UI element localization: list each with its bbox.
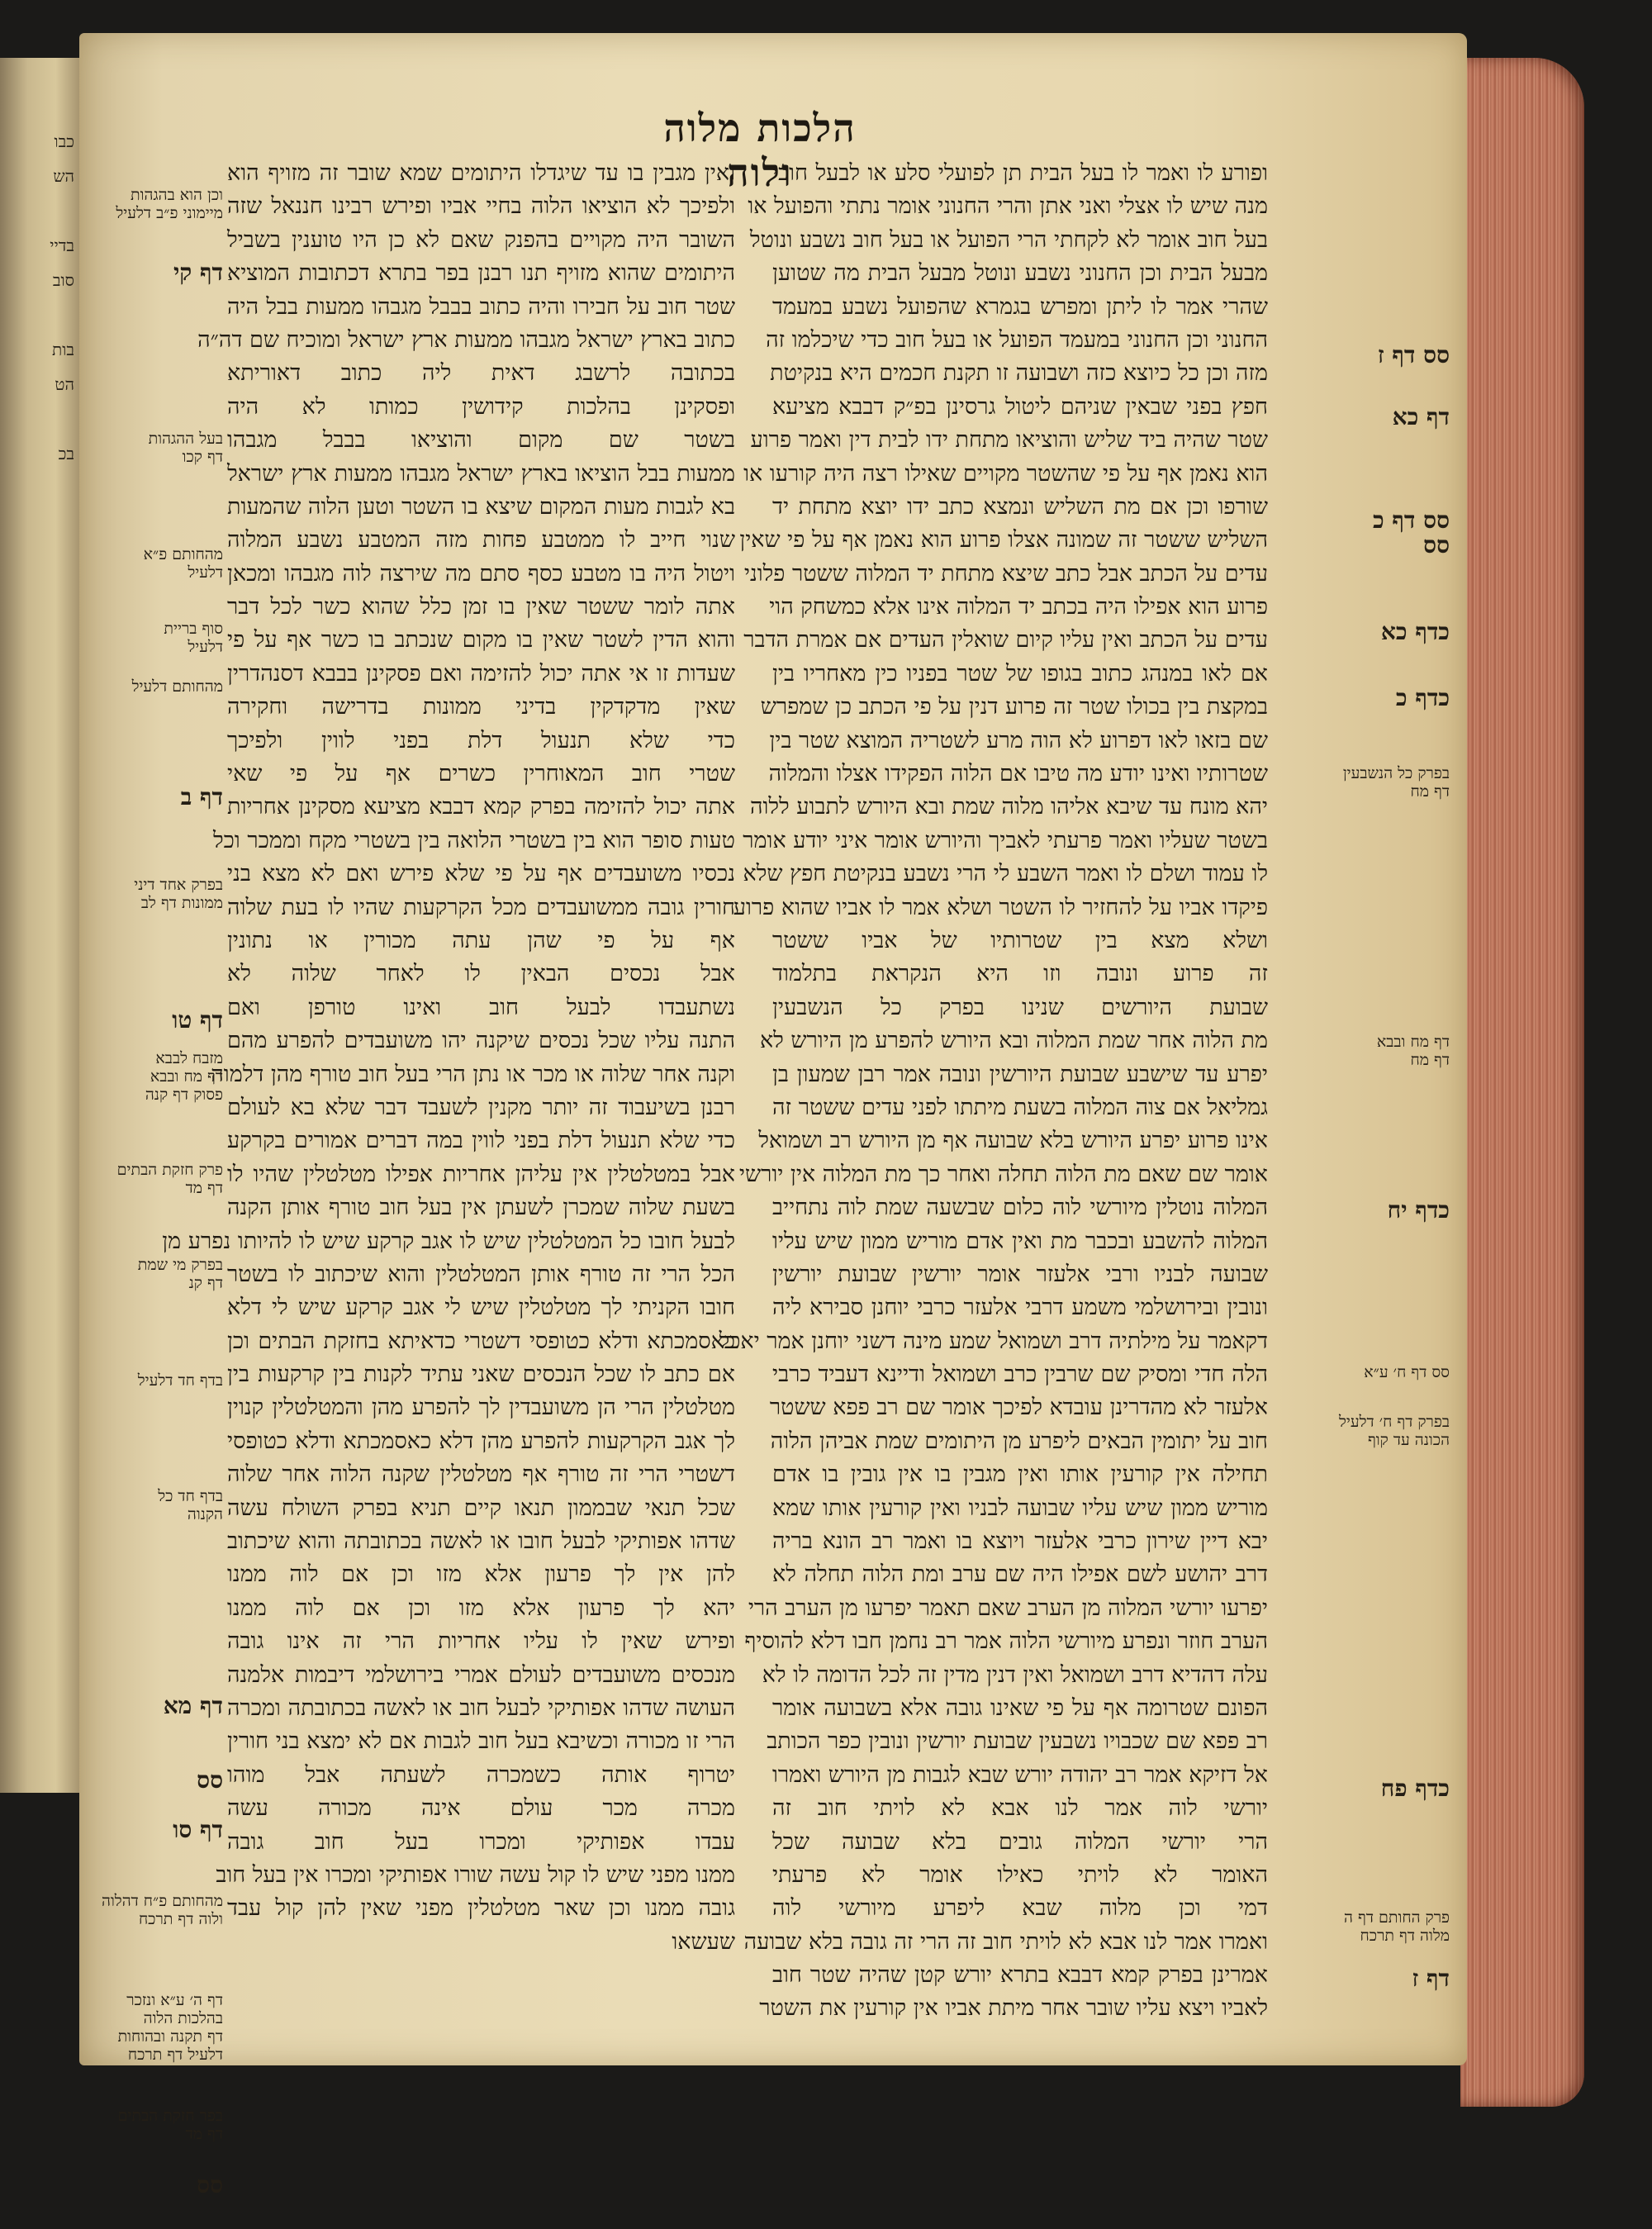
margin-note: בפרק מי שמת דף קנ (137, 1256, 223, 1292)
text-line: לו עמוד ושלם לו ואמר השבע לי הרי נשבע בנקיטת חפץ שלא (743, 861, 1268, 887)
margin-note: דף ב (180, 783, 223, 810)
text-line: בשטר שעליו ואמר פרעתי לאביך והיורש אומר איני יודע אומר (743, 827, 1268, 853)
margin-note: דף סו (173, 1816, 223, 1843)
text-line: מזה וכן כל כיוצא כזה ושבועה זו תקנת חכמים היא בנקיטת (770, 360, 1268, 387)
text-line: בשטר שם מקום והוציאו בבבל מגבהו (227, 427, 735, 454)
text-line: במקצת בין בכולו שטר זה פרוע דנין על פי הכתב כן שמפרש (760, 694, 1268, 720)
text-line: לאביו ויצא עליו שובר אחר מיתת אביו אין קורעין את השטר (759, 1995, 1268, 2022)
text-line: ונובין ובירושלמי משמע דרבי אלעזר כרבי יוחנן סבירא ליה (772, 1295, 1268, 1321)
margin-note: דף כא (1392, 403, 1450, 430)
margin-note: דף טו (172, 1006, 223, 1034)
text-line: רבנן בשיעבוד זה יותר מקנין לשעבד דבר שלא בא לעולם (227, 1094, 735, 1120)
margin-note: סס דף ח׳ ע״א (1364, 1363, 1450, 1381)
text-line: הפונם שטרומה אף על פי שאינו גובה אלא בשבועה אומר (772, 1694, 1268, 1721)
text-line: יורשי לוה אמר לנו אבא לא לויתי חוב זה (772, 1795, 1268, 1822)
text-line: שדהו אפותיקי לבעל חובו או לאשה בכתובתה והוא שיכתוב (227, 1528, 735, 1555)
text-line: כתוב בארץ ישראל מגבהו ממעות ארץ ישראל ומוכיח שם דה״ה (197, 326, 735, 353)
text-line: אבל במטלטלין אין עליהן אחריות אפילו מטלטלין שהיו לו (227, 1161, 735, 1187)
margin-note: בעל ההגהות דף קכו (148, 430, 223, 466)
text-column-right (719, 157, 1268, 2022)
text-line: שהרי אמר לו ליתן ומפרש בגמרא שהפועל נשבע במעמד (772, 293, 1268, 320)
margin-note: דף קי (173, 259, 223, 286)
text-line: שבועה לבניו ורבי אלעזר אומר יורשין שבועת יורשין (772, 1261, 1268, 1287)
text-line: דקאמר על מילתיה דרב ושמואל שמע מינה דשני יוחנן אמר יאכל (719, 1328, 1268, 1354)
text-line: ואין מגבין בו עד שיגדלו היתומים שמא שובר זה מזויף הוא (227, 160, 735, 186)
text-line: יבא דיין שירון כרבי אלעזר ויוצא בו ואמר רב הונא בריה (772, 1528, 1268, 1555)
text-line: ושלא מצא בין שטרותיו של אביו ששטר (772, 927, 1268, 953)
text-line: שטרי חוב המאוחרין כשרים אף על פי שאי (227, 761, 735, 787)
text-line: יטרוף אותה כשמכרה לשעתה אבל מוהו (227, 1761, 735, 1788)
margin-note: סס דף כ סס (1372, 506, 1450, 558)
text-line: שעשאו (672, 1928, 735, 1955)
margin-note: דף ה׳ ע״א ונזכר בהלכות הלוה דף תקנה ובהוחות דלעיל דף תרכח (117, 1991, 223, 2064)
text-line: חורין גובה ממשועבדים מכל הקרקעות שהיו לו בעת שלוה (227, 894, 735, 920)
text-line: דשטרי הרי זה טורף אף מטלטלין שקנה הלוה אחר שלוה (227, 1461, 735, 1488)
text-line: אמרינן בפרק קמא דבבא בתרא יורש קטן שהיה שטר חוב (772, 1962, 1268, 1989)
page-block-edge (1460, 58, 1584, 2107)
margin-note: סס (197, 2171, 223, 2198)
margin-note: מהחותם פ״א דלעיל (143, 545, 223, 582)
text-line: שטר שהיה ביד שליש והוציאו מתחת ידו לבית דין ואמר פרוע (750, 427, 1268, 454)
margin-note: וכן הוא בהגהות מיימוני פ״ב דלעיל (116, 186, 223, 222)
text-line: בעל חוב אומר לא לקחתי הרי הפועל או בעל חוב נשבע ונוטל (749, 226, 1268, 253)
text-line: השובר היה מקויים בהפנק שאם לא כן היו טוענין בשביל (227, 226, 735, 253)
text-line: שעדות זו אי אתה יכול להזימה ואם פסקינן בבבא דסנהדרין (227, 660, 735, 687)
text-line: שורפו וכן אם מת השליש ונמצא כתב ידו יוצא מתחת יד (772, 493, 1268, 520)
margin-notes-left (83, 157, 223, 2198)
text-line: שאין מדקדקין בדיני ממונות בדרישה וחקירה (227, 694, 735, 720)
text-line: שכל תנאי שבממון תנאו קיים תניא בפרק השולח עשה (227, 1495, 735, 1521)
text-line: מוריש ממון שיש עליו שבועה לבניו ואין קורעין אותו שמא (772, 1495, 1268, 1521)
text-line: ואמרו אמר לנו אבא לא לויתי חוב זה הרי זה גובה בלא שבועה (743, 1928, 1268, 1955)
margin-note: סס דף ז (1377, 341, 1450, 368)
text-line: אתה לומר ששטר שאין בו זמן כלל שהוא כשר לכל דבר (227, 594, 735, 620)
text-line: עבדו אפותיקי ומכרו בעל חוב גובה (227, 1828, 735, 1855)
text-line: הלה חדי ומסיק שם שרבין כרב ושמואל ודיינא דעביד כרבי (772, 1362, 1268, 1388)
text-line: ופורע לו ואמר לו בעל הבית תן לפועלי סלע או לבעל חובי (772, 160, 1268, 186)
margin-note: מהחותם פ״ח דהלוה ולוה דף תרכח (102, 1892, 223, 1928)
previous-page-edge (0, 58, 81, 1793)
text-line: יפרע עד שישבע שבועת היורשין ונובה אמר רבן שמעון בן (772, 1061, 1268, 1087)
margin-note: פרק החותם דף ה מלוה דף תרכח (1344, 1908, 1450, 1945)
text-line: שבועת היורשים שנינו בפרק כל הנשבעין (772, 994, 1268, 1020)
text-line: עדים על הכתב אבל כתב שיצא מתחת יד המלוה ששטר פלוני (743, 560, 1268, 587)
text-line: בכתובה לרשבג דאית ליה כתוב דאוריתא (227, 360, 735, 387)
text-line: להן אין לך פרעון אלא מזו וכן אם לוה ממנו (227, 1561, 735, 1588)
margin-note: בדף חד כל הקנוה (158, 1487, 223, 1523)
margin-note: בדף חד דלעיל (137, 1371, 223, 1390)
text-line: חוב על יתומין הבאים ליפרע מן היתומים שמת אביהן הלוה (770, 1428, 1268, 1454)
text-line: הערב חוזר ונפרע מיורשי הלוה אמר רב נחמן חבו דלא להוסיף (744, 1628, 1268, 1655)
text-line: מנה שיש לו אצלי ואני אתן והרי החנוני אומר נתתי והפועל או (748, 193, 1268, 220)
text-line: שם בזאו לאו דפרוע לא הוה מרע לשטריה המוצא שטר בין (769, 727, 1268, 753)
text-line: אינו פרוע יפרע היורש בלא שבועה אף מן היורש רב ושמואל (758, 1128, 1268, 1154)
running-head: הלכות מלוה ולוה (663, 106, 857, 195)
text-line: שטרותיו ואינו יודע מה טיבו אם הלוה הפקידו אצלו והמלוה (768, 761, 1268, 787)
text-line: המלוה נוטלין מיורשי לוה כלום שבשעה שמת לוה נתחייב (772, 1195, 1268, 1221)
margin-note: כדף כ (1395, 684, 1450, 711)
text-line: חפץ בפני שבאין שניהם ליטול גרסינן בפ״ק דבבא מציעא (772, 393, 1268, 420)
text-line: ממנו מפני שיש לו קול עשה שורו אפותיקי ומכרו אין בעל חוב (216, 1861, 735, 1888)
margin-note: דף מא (163, 1692, 223, 1719)
text-line: אבל נכסים הבאין לו לאחר שלוה לא (227, 961, 735, 987)
text-line: גמליאל אם צוה המלוה בשעת מיתתו לפני עדים ששטר זה (772, 1094, 1268, 1120)
margin-note: בפרק אחד דיני ממונות דף לב (134, 876, 223, 912)
text-line: פרוע הוא אפילו היה בכתב יד המלוה אינו אלא כמשחק הוי (769, 594, 1268, 620)
text-line: ויטול היה בו מטבע כסף סתם מה שירצה לוה מגבהו ומכאן (227, 560, 735, 587)
text-line: האומר לא לויתי כאילו אומר לא פרעתי (772, 1861, 1268, 1888)
margin-note: סוף בריית דלעיל (164, 620, 223, 656)
text-line: היתומים שהוא מזויף תנו רבנן בפר בתרא דכתובות המוציא (227, 260, 735, 287)
text-line: אלעזר לא מהדרינן עובדא לפיכך אומר שם רב פפא ששטר (769, 1395, 1268, 1421)
text-line: עדים על הכתב ואין עליו קיום שואלין העדים אם אמרת הדבר (743, 627, 1268, 653)
text-line: טעות סופר הוא בין בשטרי הלואה בין בשטרי מקח וממכר וכל (213, 827, 735, 853)
text-line: דרב יהושע לשם אפילו היה שם ערב ומת הלוה תחלה לא (772, 1561, 1268, 1588)
margin-note: כדף כא (1380, 618, 1450, 645)
text-line: שנוי חייב לו ממטבע פחות מזה המטבע נשבע המלוה (227, 527, 735, 554)
text-line: אם כתב לו שכל הנכסים שאני עתיד לקנות בין קרקעות בין (227, 1362, 735, 1388)
text-line: השליש ששטר זה שמונה אצלו פרוע הוא נאמן אף על פי שאין (739, 527, 1268, 554)
text-line: ממעות בבל הוציאו בארץ ישראל מגבהו ממעות ארץ ישראל (227, 460, 735, 487)
text-line: ופירש שאין לו עליו אחריות הרי זה אינו גובה (227, 1628, 735, 1655)
text-line: החנוני וכן החנוני במעמד הפועל או בעל חוב כדי שיכלמו זה (766, 326, 1268, 353)
text-line: נכסיו משועבדים אף על פי שלא פירש ואם לא מצא בני (227, 861, 735, 887)
text-line: מנכסים משועבדים לעולם אמרי בירושלמי דיבמות אלמנה (227, 1661, 735, 1688)
margin-note: סס (197, 1766, 223, 1794)
margin-note: דף מח ובבא דף מח (1376, 1033, 1450, 1069)
text-line: לבעל חובו כל המטלטלין שיש לו אגב קרקע שיש לו להיותו נפרע מן (162, 1228, 735, 1254)
text-line: חובו הקניתי לך מטלטלין שיש לי אגב קרקע שיש לי דלא (227, 1295, 735, 1321)
text-line: אף על פי שהן עתה מכורין או נתונין (227, 927, 735, 953)
text-line: ופסקינן בהלכות קידושין כמותו לא היה (227, 393, 735, 420)
text-line: הכל הרי זה טורף אותן המטלטלין והוא שיכתוב לו בשטר (227, 1261, 735, 1287)
text-line: העושה שדהו אפותיקי לבעל חוב או לאשה בכתובתה ומכרה (227, 1694, 735, 1721)
text-line: הרי זו מכורה וכשיבא בעל חוב לגבות אם לא ימצא בני חורין (227, 1728, 735, 1755)
text-line: יפרעו יורשי המלוה מן הערב שאם תאמר יפרעו מן הערב הרי (748, 1595, 1268, 1621)
margin-note: דף ז (1412, 1965, 1450, 1992)
text-line: והוא הדין לשטר שאין בו מקום שנכתב בו כשר אף על פי (227, 627, 735, 653)
margin-note: מהחותם דלעיל (131, 677, 223, 696)
text-line: הוא נאמן אף על פי שהשטר מקויים שאילו רצה היה קורעו או (743, 460, 1268, 487)
text-line: מכרה מכר עולם אינה מכורה עשה (227, 1795, 735, 1822)
margin-note: כדף פח (1380, 1775, 1450, 1802)
text-line: גובה ממנו וכן שאר מטלטלין מפני שאין להן קול עבד (227, 1895, 735, 1922)
text-line: כאסמכתא ודלא כטופסי דשטרי כדאיתא בחזקת הבתים וכן (227, 1328, 735, 1354)
margin-note: כדף יח (1387, 1196, 1450, 1224)
text-line: הרי יורשי המלוה גובים בלא שבועה שכל (772, 1828, 1268, 1855)
previous-page-text: כבו הש בדיי סוב בות הט בכ (50, 131, 74, 463)
text-line: וקנה אחר שלוה או מכר או נתן הרי בעל חוב טורף מהן דלמוה (211, 1061, 735, 1087)
text-line: שטר חוב על חבירו והיה כתוב בבבל מגבהו ממעות בבל היה (227, 293, 735, 320)
text-line: נשתעבדו לבעל חוב ואינו טורפן ואם (227, 994, 735, 1020)
text-line: מטלטלין הרי הן משועבדין לך להפרע מהן והמטלטלין קנוין (227, 1395, 735, 1421)
text-line: פיקדו אביו על להחזיר לו השטר ושלא אמר לו אביו שהוא פרוע (733, 894, 1268, 920)
text-line: לך אגב הקרקעות להפרע מהן דלא כאסמכתא ודלא כטופסי (227, 1428, 735, 1454)
text-line: אומר שם שאם מת הלוה תחלה ואחר כך מת המלוה אין יורשי (738, 1161, 1268, 1187)
margin-note: בפר חזקת הבתים דף מד (117, 2107, 223, 2143)
margin-note: בפרק כל הנשבעין דף מח (1342, 764, 1450, 801)
text-line: זה פרוע ונובה וזו היא הנקראת בתלמוד (772, 961, 1268, 987)
margin-notes-right (1276, 157, 1450, 1992)
text-line: יהא מונח עד שיבא אליהו מלוה שמת ובא היורש לתבוע ללוה (749, 794, 1268, 820)
text-line: מבעל הבית וכן החנוני נשבע ונוטל מבעל הבית מה שטוען (772, 260, 1268, 287)
text-line: אתה יכול להזימה בפרק קמא דבבא מציעא מסקינן אחריות (227, 794, 735, 820)
text-line: יהא לך פרעון אלא מזו וכן אם לוה ממנו (227, 1595, 735, 1621)
text-line: המלוה להשבע ובכבר מת ואין אדם מוריש ממון שיש עליו (772, 1228, 1268, 1254)
text-line: מת הלוה אחר שמת המלוה ובא היורש להפרע מן היורש לא (759, 1028, 1268, 1054)
text-line: תחילה אין קורעין אותו ואין מגבין בו אין גובין בו אדם (772, 1461, 1268, 1488)
text-line: כדי שלא תנעול דלת בפני לווין ולפיכך (227, 727, 735, 753)
margin-note: מזבח לבבא דף מח ובבא פסוק דף קנה (145, 1049, 223, 1104)
text-line: אם לאו במנהג כתוב בגופו של שטר בפניו כין מאחריו בין (772, 660, 1268, 687)
text-line: התנה עליו שכל נכסים שיקנה יהו משועבדים להפרע מהם (227, 1028, 735, 1054)
text-line: אל דזיקא אמר רב יהודה יורש שבא לגבות מן היורש ואמרו (772, 1761, 1268, 1788)
text-line: בא לגבות מעות המקום שיצא בו השטר וטען הלוה שהמעות (227, 493, 735, 520)
margin-note: בפרק דף ח׳ דלעיל הכונה עד קוף (1339, 1413, 1450, 1449)
text-line: כדי שלא תנעול דלת בפני לווין במה דברים אמורים בקרקע (227, 1128, 735, 1154)
text-line: עלה דהדיא דרב ושמואל ואין דנין מדין זה לכל הדומה לו לא (762, 1661, 1268, 1688)
margin-note: פרק חזקת הבתים דף מד (116, 1161, 223, 1197)
text-line: ולפיכך לא הוציאו הלוה בחיי אביו ופירש רבינו חננאל שזה (227, 193, 735, 220)
text-line: דמי וכן מלוה שבא ליפרע מיורשי לוה (772, 1895, 1268, 1922)
text-line: בשעת שלוה שמכרן לשעתן אין בעל חוב טורף אותן הקנה (227, 1195, 735, 1221)
text-line: רב פפא שם שכבויו נשבעין שבועת יורשין ונובין כפר הכותב (767, 1728, 1268, 1755)
